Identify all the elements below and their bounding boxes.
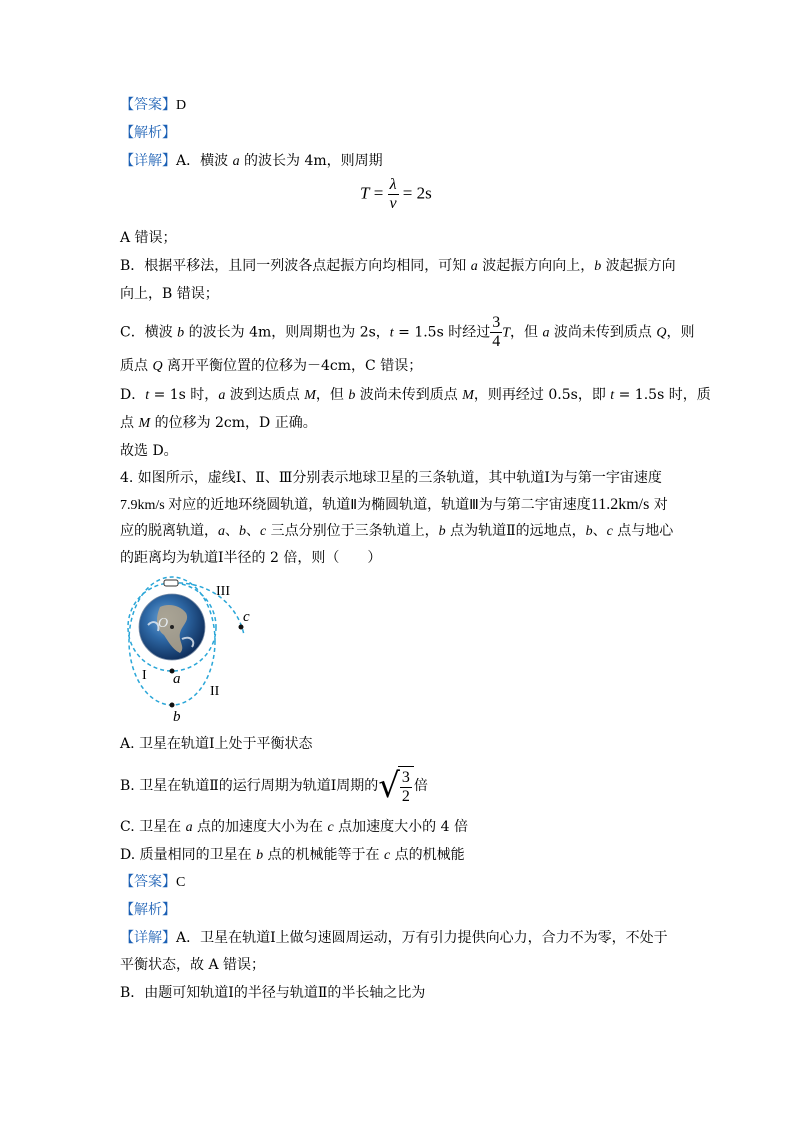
text-line-a-wrong: A 错误； bbox=[120, 230, 177, 246]
fraction-lambda-v: $\frac{\lambda}{v}$ bbox=[389, 176, 397, 212]
fraction-three-quarters: $\frac{3}{4}$ bbox=[492, 314, 501, 350]
label-ii: II bbox=[210, 684, 220, 699]
option-c: C. 卫星在 a 点的加速度大小为在 c 点加速度大小的 4 倍 bbox=[120, 819, 468, 835]
option-d: D. 质量相同的卫星在 b 点的机械能等于在 c 点的机械能 bbox=[120, 847, 465, 863]
label-iii: III bbox=[216, 584, 230, 599]
option-a: A. 卫星在轨道Ⅰ上处于平衡状态 bbox=[120, 736, 313, 752]
point-b bbox=[170, 703, 175, 708]
label-a: a bbox=[173, 671, 181, 687]
question-4-line-3: 应的脱离轨道，a、b、c 三点分别位于三条轨道上，b 点为轨道Ⅱ的远地点，b、c 点与地心 bbox=[120, 523, 674, 539]
question-4-line-2: 7.9km/s 对应的近地环绕圆轨道，轨道Ⅱ为椭圆轨道，轨道Ⅲ为与第二宇宙速度11.2km/s 对 bbox=[120, 496, 668, 513]
answer-value: D bbox=[176, 98, 187, 113]
detail-tag: 【详解】 bbox=[120, 153, 176, 169]
answer-line-1 bbox=[120, 96, 186, 115]
text-line-c: C．横波 b 的波长为 4m，则周期也为 2s，t = 1.5s 时经过 $\frac{3}{4}$ T，但 a 波尚未传到质点 Q，则 bbox=[120, 314, 695, 350]
orbit-diagram bbox=[120, 575, 270, 725]
text-line-d: D．t = 1s 时，a 波到达质点 M，但 b 波尚未传到质点 M，则再经过 0.5s，即 t = 1.5s 时，质 bbox=[120, 387, 711, 403]
point-c bbox=[239, 625, 244, 630]
text-line-choose-d: 故选 D。 bbox=[120, 443, 178, 459]
label-i: I bbox=[142, 668, 147, 683]
analysis-line-2: 【解析】 bbox=[120, 902, 176, 918]
earth-center-dot bbox=[170, 625, 174, 629]
text-line-b: B．根据平移法，且同一列波各点起振方向均相同，可知 a 波起振方向向上，b 波起振方向 bbox=[120, 258, 676, 274]
answer-line-2: 【答案】C bbox=[120, 874, 186, 890]
sqrt-three-halves: √ $\frac{3}{2}$ bbox=[378, 766, 414, 806]
text-line-d-cont: 点 M 的位移为 2cm，D 正确。 bbox=[120, 415, 317, 431]
question-4-line-4: 的距离均为轨道Ⅰ半径的 2 倍，则（ ） bbox=[120, 550, 382, 566]
option-b: B. 卫星在轨道Ⅱ的运行周期为轨道Ⅰ周期的 √ $\frac{3}{2}$ 倍 bbox=[120, 766, 428, 806]
answer-tag: 【答案】 bbox=[120, 97, 176, 113]
label-c: c bbox=[243, 609, 250, 625]
detail-line-2-b: B．由题可知轨道Ⅰ的半径与轨道Ⅱ的半长轴之比为 bbox=[120, 985, 426, 1001]
detail-line-2-cont: 平衡状态，故 A 错误； bbox=[120, 957, 266, 973]
label-b: b bbox=[173, 709, 181, 725]
question-4-line-1: 4. 如图所示，虚线Ⅰ、Ⅱ、Ⅲ分别表示地球卫星的三条轨道，其中轨道Ⅰ为与第一宇宙速度 bbox=[120, 470, 662, 486]
analysis-line-1 bbox=[120, 124, 176, 142]
text-line-b-cont: 向上，B 错误； bbox=[120, 286, 219, 302]
equation-period: T = $\frac{\lambda}{v}$ = 2s bbox=[360, 176, 432, 212]
detail-line-1: 【详解】A．横波 a 的波长为 4m，则周期 bbox=[120, 153, 383, 169]
label-o: O bbox=[158, 616, 169, 631]
detail-line-2: 【详解】A．卫星在轨道Ⅰ上做匀速圆周运动，万有引力提供向心力，合力不为零，不处于 bbox=[120, 930, 668, 946]
analysis-tag: 【解析】 bbox=[120, 125, 176, 141]
satellite bbox=[164, 580, 178, 586]
text-line-c-cont: 质点 Q 离开平衡位置的位移为－4cm，C 错误； bbox=[120, 358, 423, 374]
